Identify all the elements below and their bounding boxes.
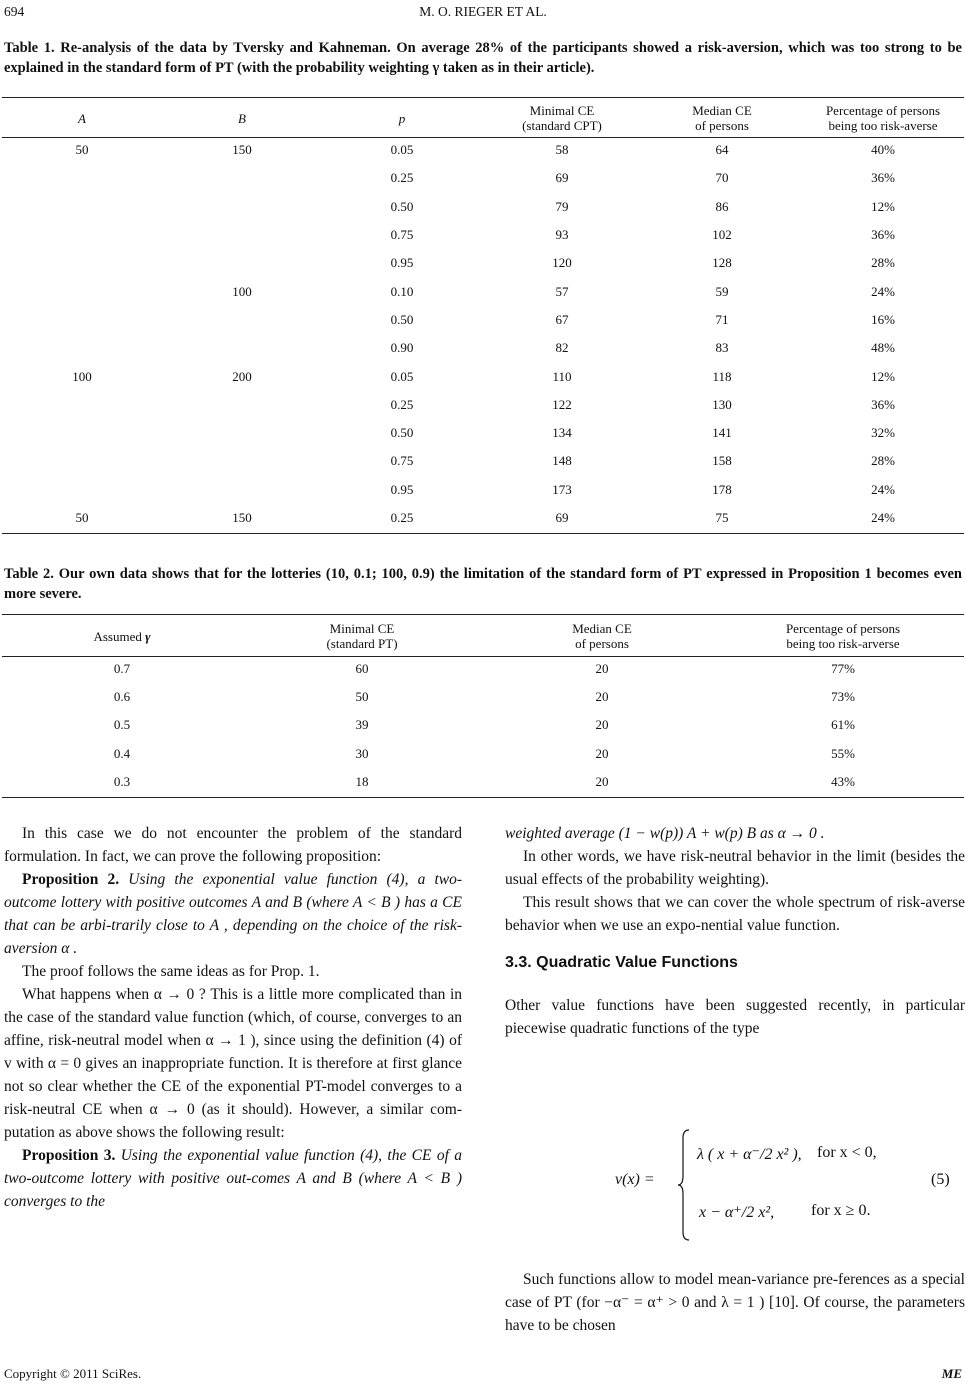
table-row	[2, 447, 964, 475]
table-row	[2, 306, 964, 334]
table-cell: 122	[552, 396, 572, 412]
table-cell: 18	[355, 773, 369, 789]
table-cell: 48%	[871, 340, 895, 356]
table-cell: 100	[232, 283, 252, 299]
table-cell: 20	[595, 745, 609, 761]
table-cell	[2, 164, 162, 192]
table-row	[2, 504, 964, 532]
table-row	[2, 334, 964, 362]
paragraph: Such functions allow to model mean-variance pre-ferences as a special case of PT (for −α⁻ = α⁺ > 0 and λ = 1 ) [10]. Of course, the parameters have to be chosen	[505, 1271, 965, 1334]
table-row	[2, 711, 964, 739]
table-cell: 67	[555, 311, 569, 327]
paragraph: In this case we do not encounter the problem of the standard formulation. In fact, we can prove the following proposition:	[4, 825, 462, 865]
table-cell: 50	[75, 510, 89, 525]
table-cell: 20	[595, 689, 609, 705]
table-cell	[2, 447, 162, 475]
table-row	[2, 136, 964, 164]
table-cell	[162, 391, 322, 419]
table-cell: 0.25	[390, 396, 414, 412]
table-cell: 36%	[871, 396, 895, 412]
table-cell: 28%	[871, 255, 895, 271]
running-title: M. O. RIEGER ET AL.	[419, 4, 547, 19]
table2-caption: Table 2. Our own data shows that for the lotteries (10, 0.1; 100, 0.9) the limitation of the standard form of PT expressed in Proposition 1 becomes even more severe.	[4, 566, 962, 602]
table-cell: 69	[555, 170, 569, 186]
table-cell	[2, 476, 162, 504]
table-cell	[162, 164, 322, 192]
table-cell: 178	[712, 481, 732, 497]
table-cell: 0.05	[390, 368, 414, 384]
table-cell	[2, 419, 162, 447]
table-row	[2, 476, 964, 504]
equation-5	[505, 1126, 965, 1246]
table-cell: 0.50	[390, 311, 414, 327]
table1-header-rule	[2, 137, 964, 138]
table-cell	[2, 193, 162, 221]
table-cell: 0.4	[113, 745, 131, 761]
table-cell: 0.25	[390, 510, 414, 525]
table2-body	[2, 655, 964, 796]
table-cell	[162, 193, 322, 221]
table1-header-row	[2, 100, 964, 136]
table-cell: 150	[232, 142, 252, 158]
table2-bottom-rule	[2, 797, 964, 798]
table2-header-median-ce: Median CE of persons	[572, 621, 632, 651]
table-row	[2, 221, 964, 249]
table-cell: 200	[232, 368, 252, 384]
table-cell: 134	[552, 425, 572, 441]
table-cell: 75	[715, 510, 729, 525]
table2-header-gamma: Assumed γ	[93, 628, 151, 644]
table-cell: 0.5	[113, 717, 131, 733]
table1-caption: Table 1. Re-analysis of the data by Tversky and Kahneman. On average 28% of the participants showed a risk-aversion, which was too strong to be explained in the standard form of PT (with the probability weighting γ taken as in their article).	[4, 40, 962, 76]
table-cell: 0.25	[390, 170, 414, 186]
table-cell	[2, 391, 162, 419]
table-cell	[162, 447, 322, 475]
table-cell: 0.90	[390, 340, 414, 356]
brace-icon	[677, 1128, 691, 1242]
table-row	[2, 419, 964, 447]
page-number: 694	[4, 4, 25, 19]
table-cell: 102	[712, 227, 732, 243]
table-cell: 43%	[831, 773, 855, 789]
table-cell: 12%	[871, 368, 895, 384]
table-row	[2, 655, 964, 683]
table-cell: 70	[715, 170, 729, 186]
paragraph: In other words, we have risk-neutral behavior in the limit (besides the usual effects of the probability weighting).	[505, 848, 965, 888]
table2-header-percentage: Percentage of persons being too risk-arverse	[785, 621, 901, 651]
table-cell: 82	[555, 340, 569, 356]
paragraph: The proof follows the same ideas as for Prop. 1.	[22, 963, 320, 980]
table-cell: 173	[552, 481, 572, 497]
table-cell: 86	[715, 198, 729, 214]
table-cell: 0.10	[390, 283, 414, 299]
table-cell	[162, 221, 322, 249]
table-cell: 73%	[831, 689, 855, 705]
table-cell: 64	[715, 142, 729, 158]
table-cell: 24%	[871, 283, 895, 299]
table-cell	[2, 334, 162, 362]
table-cell: 130	[712, 396, 732, 412]
table-cell	[2, 306, 162, 334]
table-cell: 158	[712, 453, 732, 469]
table-cell: 36%	[871, 170, 895, 186]
table-cell	[162, 334, 322, 362]
table-cell: 0.95	[390, 255, 414, 271]
table1-header-minimal-ce: Minimal CE (standard CPT)	[522, 103, 602, 133]
equation-case-2: x − α⁺/2 x²,	[699, 1204, 775, 1221]
table-cell: 0.3	[113, 773, 131, 789]
proposition-2: Proposition 2. Using the exponential value function (4), a two-outcome lottery with positive outcomes A and B (where A < B ) has a CE that can be arbi-trarily close to A , depending on the choice of the risk-aversion α .	[4, 871, 462, 957]
table-cell: 59	[715, 283, 729, 299]
equation-lhs: v(x) =	[615, 1171, 655, 1188]
table2-top-rule	[2, 614, 964, 615]
table-cell: 69	[555, 510, 569, 525]
table-cell: 0.05	[390, 142, 414, 158]
table-cell	[162, 306, 322, 334]
table-cell: 83	[715, 340, 729, 356]
table-cell: 79	[555, 198, 569, 214]
table-cell: 71	[715, 311, 729, 327]
table-cell	[2, 221, 162, 249]
table1-body	[2, 136, 964, 532]
table-cell	[162, 419, 322, 447]
paragraph: What happens when α → 0 ? This is a little more complicated than in the case of the standard value function (which, of course, converges to an affine, risk-neutral model when α → 1 ), since using the definition (4) of v with α = 0 gives an inappropriate function. It is therefore at first glance not so clear whether the CE of the exponential PT-model converges to a risk-neutral CE when α → 0 (as it should). However, a similar com-putation as above shows the following result:	[4, 986, 462, 1141]
footer-journal: ME	[941, 1366, 962, 1381]
table-cell: 100	[72, 368, 92, 384]
table-cell: 150	[232, 510, 252, 525]
table-row	[2, 740, 964, 768]
proposition-3: Proposition 3. Using the exponential value function (4), the CE of a two-outcome lottery with positive out-comes A and B (where A < B ) converges to the	[4, 1147, 462, 1210]
table-cell: 50	[355, 689, 369, 705]
table1-bottom-rule	[2, 533, 964, 534]
right-column-bottom	[505, 1268, 965, 1337]
table2-header-row	[2, 617, 964, 655]
table-cell: 0.50	[390, 425, 414, 441]
table-row	[2, 768, 964, 796]
table-cell: 0.7	[113, 661, 131, 677]
equation-case-1: λ ( x + α⁻/2 x² ),	[697, 1146, 802, 1163]
table-cell: 20	[595, 717, 609, 733]
equation-condition-1: for x < 0,	[817, 1144, 877, 1161]
table2-header-minimal-ce: Minimal CE (standard PT)	[326, 621, 398, 651]
table-cell	[162, 249, 322, 277]
table-cell: 32%	[871, 425, 895, 441]
table-cell: 0.50	[390, 198, 414, 214]
table1-header-percentage: Percentage of persons being too risk-averse	[825, 103, 941, 133]
table-cell: 58	[555, 142, 569, 158]
table-cell: 61%	[831, 717, 855, 733]
table-cell: 50	[75, 142, 89, 158]
table-cell: 36%	[871, 227, 895, 243]
table-cell: 16%	[871, 311, 895, 327]
table-cell: 28%	[871, 453, 895, 469]
table-cell: 20	[595, 773, 609, 789]
table-cell: 12%	[871, 198, 895, 214]
paragraph: This result shows that we can cover the whole spectrum of risk-averse behavior when we use an expo-nential value function.	[505, 894, 965, 934]
table-row	[2, 391, 964, 419]
table2	[2, 617, 964, 796]
table-cell: 128	[712, 255, 732, 271]
table-cell: 118	[712, 368, 732, 384]
table-cell: 0.95	[390, 481, 414, 497]
table-cell: 30	[355, 745, 369, 761]
table-cell: 141	[712, 425, 732, 441]
table-row	[2, 683, 964, 711]
table-row	[2, 193, 964, 221]
equation-number: (5)	[931, 1171, 950, 1188]
table-row	[2, 277, 964, 305]
table-cell: 40%	[871, 142, 895, 158]
table-cell: 57	[555, 283, 569, 299]
table-cell: 20	[595, 661, 609, 677]
left-column	[4, 822, 462, 1213]
table-cell: 24%	[871, 481, 895, 497]
table-cell: 93	[555, 227, 569, 243]
footer-copyright: Copyright © 2011 SciRes.	[4, 1366, 142, 1381]
proposition-3-continued: weighted average (1 − w(p)) A + w(p) B as α → 0 .	[505, 825, 825, 842]
table2-header-rule	[2, 656, 964, 657]
table-row	[2, 164, 964, 192]
right-column	[505, 822, 965, 1040]
equation-condition-2: for x ≥ 0.	[811, 1202, 871, 1219]
table-cell: 39	[355, 717, 369, 733]
table-cell: 148	[552, 453, 572, 469]
table-cell: 120	[552, 255, 572, 271]
table-row	[2, 249, 964, 277]
table-cell: 24%	[871, 510, 895, 525]
table1-header-b: B	[238, 110, 246, 126]
table1-header-median-ce: Median CE of persons	[692, 103, 752, 133]
table-cell: 0.75	[390, 453, 414, 469]
paragraph: Other value functions have been suggested recently, in particular piecewise quadratic functions of the type	[505, 997, 965, 1037]
table1-header-p: p	[398, 110, 406, 126]
table-cell: 60	[355, 661, 369, 677]
table-cell	[2, 277, 162, 305]
table-cell: 0.75	[390, 227, 414, 243]
table-cell	[162, 476, 322, 504]
table1	[2, 100, 964, 532]
table1-header-a: A	[78, 110, 86, 126]
table-row	[2, 362, 964, 390]
section-heading: 3.3. Quadratic Value Functions	[505, 954, 738, 971]
table-cell: 55%	[831, 745, 855, 761]
table-cell: 0.6	[113, 689, 131, 705]
table-cell: 110	[552, 368, 572, 384]
table1-top-rule	[2, 97, 964, 98]
table-cell: 77%	[831, 661, 855, 677]
table-cell	[2, 249, 162, 277]
